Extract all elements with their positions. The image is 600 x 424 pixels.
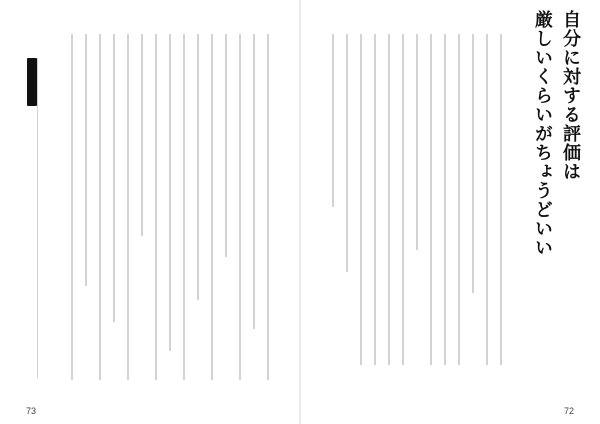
text-line [410, 34, 424, 394]
running-header-rule [37, 58, 38, 378]
text-line [480, 34, 494, 394]
page-number: 72 [563, 406, 574, 416]
text-line [107, 34, 121, 394]
text-line [233, 34, 247, 394]
text-line [494, 34, 508, 394]
text-line [135, 34, 149, 394]
text-line [368, 34, 382, 394]
left-body-text [60, 34, 275, 394]
headline-line-1: 自分に対する評価は [560, 10, 581, 181]
text-line [340, 34, 354, 394]
headline-line-2: 厳しいくらいがちょうどいい [532, 10, 553, 257]
chapter-tag [27, 58, 37, 106]
text-line [219, 34, 233, 394]
text-line [326, 34, 340, 394]
text-line [121, 34, 135, 394]
right-body-text [322, 34, 508, 394]
text-line [191, 34, 205, 394]
text-line [438, 34, 452, 394]
text-line [261, 34, 275, 394]
page-number: 73 [26, 406, 37, 416]
text-line [466, 34, 480, 394]
text-line [65, 34, 79, 394]
headline [522, 10, 582, 390]
text-line [149, 34, 163, 394]
text-line [452, 34, 466, 394]
text-line [93, 34, 107, 394]
text-line [177, 34, 191, 394]
book-gutter [299, 0, 301, 424]
text-line [79, 34, 93, 394]
text-line [396, 34, 410, 394]
text-line [163, 34, 177, 394]
text-line [205, 34, 219, 394]
text-line [382, 34, 396, 394]
text-line [354, 34, 368, 394]
text-line [247, 34, 261, 394]
text-line [424, 34, 438, 394]
